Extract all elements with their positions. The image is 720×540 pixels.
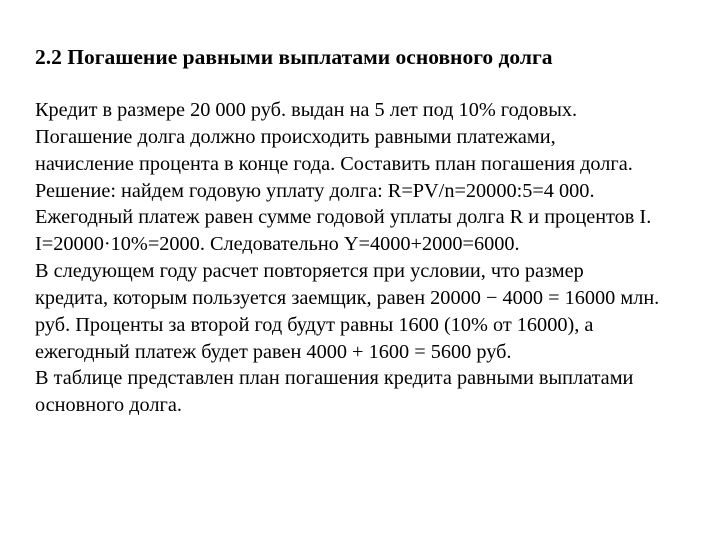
body-line: I=20000·10%=2000. Следовательно Y=4000+2000=6000. <box>35 233 520 256</box>
body-line: основного долга. <box>35 394 182 417</box>
slide-title: 2.2 Погашение равными выплатами основного долга <box>35 45 553 69</box>
body-line: Решение: найдем годовую уплату долга: R=PV/n=20000:5=4 000. <box>35 179 595 202</box>
body-line: В таблице представлен план погашения кредита равными выплатами <box>35 367 634 390</box>
body-line: начисление процента в конце года. Составить план погашения долга. <box>35 152 633 175</box>
body-line: кредита, которым пользуется заемщик, равен 20000 − 4000 = 16000 млн. <box>35 286 660 309</box>
body-line: В следующем году расчет повторяется при условии, что размер <box>35 260 584 283</box>
body-line: Кредит в размере 20 000 руб. выдан на 5 лет под 10% годовых. <box>35 99 578 121</box>
slide-body <box>35 97 715 419</box>
body-line: ежегодный платеж будет равен 4000 + 1600 = 5600 руб. <box>35 340 512 363</box>
body-line: руб. Проценты за второй год будут равны 1600 (10% от 16000), а <box>35 313 594 336</box>
body-line: Ежегодный платеж равен сумме годовой уплаты долга R и процентов I. <box>35 206 652 229</box>
body-line: Погашение долга должно происходить равными платежами, <box>35 125 556 148</box>
